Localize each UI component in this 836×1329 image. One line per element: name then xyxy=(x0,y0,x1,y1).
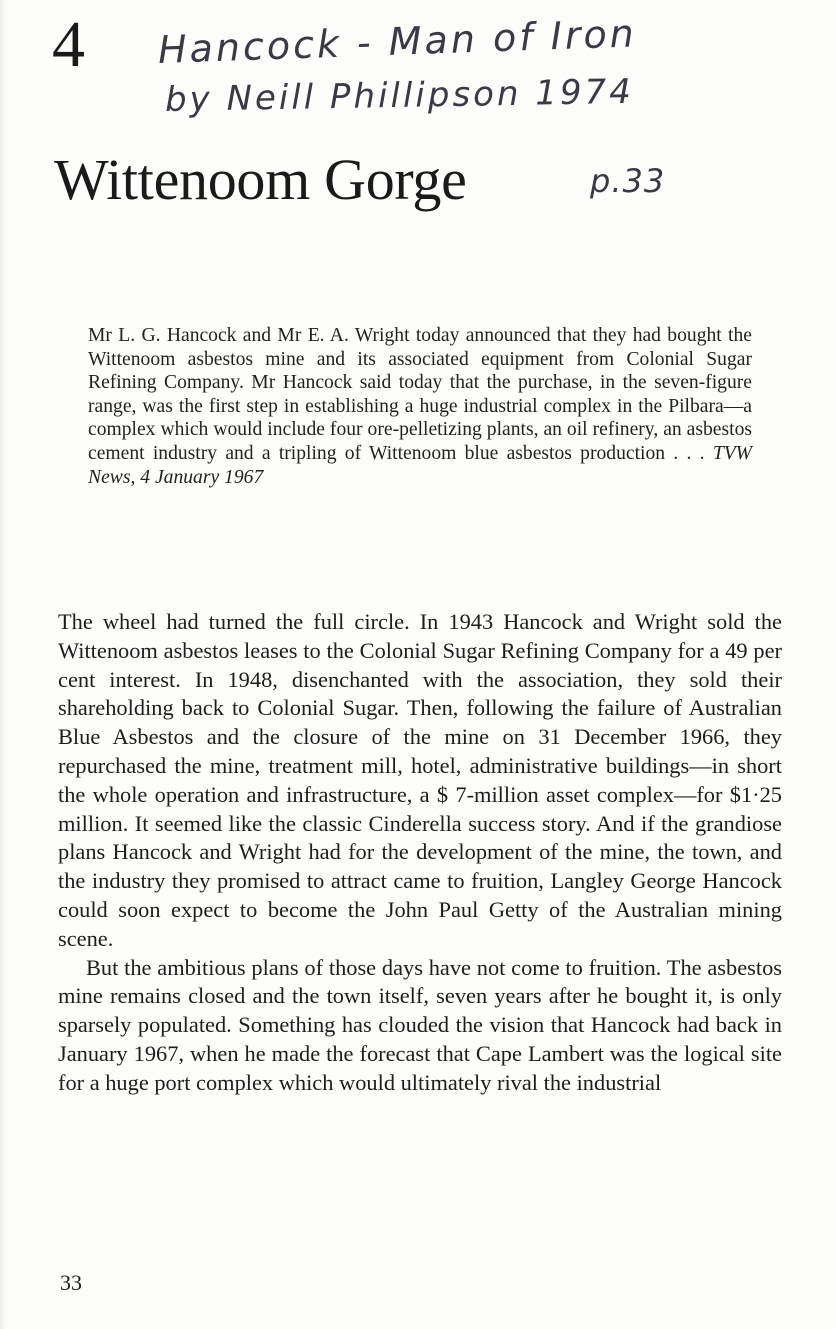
body-text xyxy=(58,608,782,1098)
chapter-title: Wittenoom Gorge xyxy=(54,147,467,212)
epigraph xyxy=(88,324,752,489)
body-paragraph-1: The wheel had turned the full circle. In 1943 Hancock and Wright sold the Wittenoom asbestos leases to the Colonial Sugar Refining Company for a 49 per cent interest. In 1948, disenchanted with the association, they sold their shareholding back to Colonial Sugar. Then, following the failure of Australian Blue Asbestos and the closure of the mine on 31 December 1966, they repurchased the mine, treatment mill, hotel, administrative buildings—in short the whole operation and infrastructure, a $ 7-million asset complex—for $1·25 million. It seemed like the classic Cinderella success story. And if the grandiose plans Hancock and Wright had for the development of the mine, the town, and the industry they promised to attract came to fruition, Langley George Hancock could soon expect to become the John Paul Getty of the Australian mining scene. xyxy=(58,609,782,951)
body-paragraph-2: But the ambitious plans of those days have not come to fruition. The asbestos mine remains closed and the town itself, seven years after he bought it, is only sparsely populated. Something has clouded the vision that Hancock had back in January 1967, when he made the forecast that Cape Lambert was the logical site for a huge port complex which would ultimately rival the industrial xyxy=(58,954,782,1095)
handwritten-note-line2: by Neill Phillipson 1974 xyxy=(164,71,635,120)
scan-edge-shadow xyxy=(0,0,6,1329)
epigraph-text: Mr L. G. Hancock and Mr E. A. Wright today announced that they had bought the Wittenoom asbestos mine and its associated equipment from Colonial Sugar Refining Company. Mr Hancock said today that the purchase, in the seven-figure range, was the first step in establishing a huge industrial complex in the Pilbara—a complex which would include four ore-pelletizing plants, an oil refinery, an asbestos cement industry and a tripling of Wittenoom blue asbestos production . . . xyxy=(88,325,752,464)
handwritten-note-line1: Hancock - Man of Iron xyxy=(157,11,638,72)
handwritten-page-ref: p.33 xyxy=(590,162,666,200)
chapter-number: 4 xyxy=(52,8,85,81)
page-number: 33 xyxy=(60,1270,82,1295)
epigraph-source: TVW News, 4 January 1967 xyxy=(88,442,752,488)
